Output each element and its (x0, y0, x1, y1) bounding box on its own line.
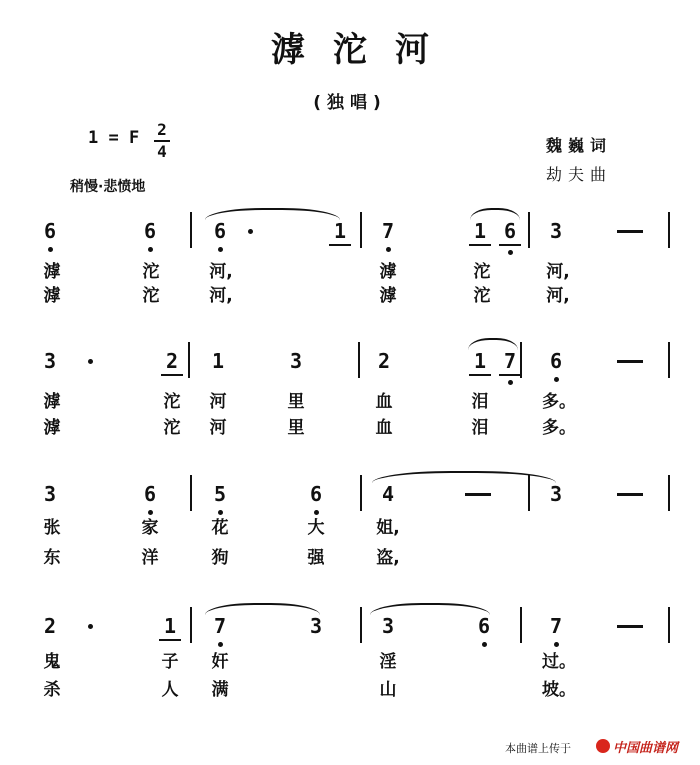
upload-note: 本曲谱上传于 (505, 742, 571, 755)
slur (470, 208, 520, 220)
lyric-verse-2: 河, (209, 286, 233, 306)
lyric-verse-1: 姐, (376, 518, 400, 538)
lyric-verse-1: 子 (161, 652, 179, 672)
lyric-verse-2: 沱 (473, 286, 491, 306)
song-title: 滹沱河 (271, 30, 457, 70)
note: 3 (43, 482, 57, 506)
lyric-verse-1: 泪 (471, 392, 489, 412)
note: 7 (549, 614, 563, 638)
lyric-verse-2: 狗 (211, 548, 229, 568)
note: 2 (377, 349, 391, 373)
lyric-verse-1: 淫 (379, 652, 397, 672)
note: 4 (381, 482, 395, 506)
note: 1 (163, 614, 177, 638)
lyric-verse-1: 奸 (211, 652, 229, 672)
lyric-verse-2: 盗, (376, 548, 400, 568)
lyric-verse-2: 沱 (142, 286, 160, 306)
site-name: 中国曲谱网 (613, 741, 679, 756)
time-signature-top: 2 (157, 120, 167, 139)
lyric-verse-2: 山 (379, 680, 397, 700)
eighth-underline (499, 244, 521, 246)
sustain-dash (617, 625, 643, 628)
lyric-verse-2: 多。 (542, 418, 576, 438)
barline (360, 212, 362, 248)
eighth-underline (161, 374, 183, 376)
lyric-verse-2: 坡。 (542, 680, 576, 700)
sustain-dash (617, 230, 643, 233)
note: 3 (43, 349, 57, 373)
lyric-verse-1: 河, (209, 262, 233, 282)
barline (188, 342, 190, 378)
time-signature-bottom: 4 (157, 142, 167, 161)
note: 6 (213, 219, 227, 243)
low-octave-dot (554, 642, 559, 647)
lyric-verse-1: 大 (307, 518, 325, 538)
barline (520, 607, 522, 643)
barline (668, 475, 670, 511)
lyric-verse-2: 河 (209, 418, 227, 438)
barline (520, 342, 522, 378)
note: 3 (309, 614, 323, 638)
key-signature: 1 = F (88, 128, 140, 148)
lyric-verse-1: 河 (209, 392, 227, 412)
note: 7 (213, 614, 227, 638)
lyric-verse-1: 滹 (43, 392, 61, 412)
barline (668, 342, 670, 378)
barline (668, 607, 670, 643)
low-octave-dot (218, 510, 223, 515)
note: 7 (503, 349, 517, 373)
low-octave-dot (508, 380, 513, 385)
barline (668, 212, 670, 248)
lyric-verse-1: 沱 (473, 262, 491, 282)
sustain-dash (617, 493, 643, 496)
lyric-verse-2: 河, (546, 286, 570, 306)
lyric-verse-2: 满 (211, 680, 229, 700)
lyricist-credit: 魏巍词 (546, 136, 613, 155)
lyric-verse-1: 里 (287, 392, 305, 412)
low-octave-dot (48, 247, 53, 252)
lyric-verse-2: 人 (161, 680, 179, 700)
note: 3 (549, 482, 563, 506)
note: 6 (43, 219, 57, 243)
augmentation-dot (88, 624, 93, 629)
lyric-verse-1: 过。 (542, 652, 576, 672)
note: 2 (43, 614, 57, 638)
site-logo-icon (596, 739, 610, 753)
augmentation-dot (248, 229, 253, 234)
note: 3 (549, 219, 563, 243)
note: 1 (333, 219, 347, 243)
lyric-verse-2: 杀 (43, 680, 61, 700)
barline (190, 212, 192, 248)
slur (205, 603, 320, 615)
performance-note: (独唱) (313, 93, 387, 113)
eighth-underline (329, 244, 351, 246)
low-octave-dot (218, 642, 223, 647)
note: 6 (143, 219, 157, 243)
note: 5 (213, 482, 227, 506)
low-octave-dot (148, 247, 153, 252)
lyric-verse-1: 沱 (142, 262, 160, 282)
lyric-verse-2: 强 (307, 548, 325, 568)
low-octave-dot (148, 510, 153, 515)
lyric-verse-2: 东 (43, 548, 61, 568)
slur (205, 208, 340, 220)
note: 6 (549, 349, 563, 373)
tempo-marking: 稍慢·悲愤地 (70, 179, 146, 195)
barline (360, 475, 362, 511)
low-octave-dot (386, 247, 391, 252)
sustain-dash (617, 360, 643, 363)
note: 6 (143, 482, 157, 506)
sustain-dash (465, 493, 491, 496)
slur (468, 338, 518, 350)
note: 7 (381, 219, 395, 243)
augmentation-dot (88, 359, 93, 364)
note: 6 (503, 219, 517, 243)
barline (360, 607, 362, 643)
lyric-verse-2: 里 (287, 418, 305, 438)
low-octave-dot (482, 642, 487, 647)
lyric-verse-1: 鬼 (43, 652, 61, 672)
lyric-verse-2: 洋 (141, 548, 159, 568)
lyric-verse-2: 泪 (471, 418, 489, 438)
note: 3 (381, 614, 395, 638)
barline (528, 212, 530, 248)
eighth-underline (469, 374, 491, 376)
slur (372, 471, 556, 483)
lyric-verse-2: 沱 (163, 418, 181, 438)
time-signature (154, 122, 170, 160)
barline (190, 607, 192, 643)
eighth-underline (469, 244, 491, 246)
note: 1 (473, 349, 487, 373)
lyric-verse-1: 花 (211, 518, 229, 538)
lyric-verse-1: 滹 (379, 262, 397, 282)
low-octave-dot (218, 247, 223, 252)
lyric-verse-2: 血 (375, 418, 393, 438)
note: 2 (165, 349, 179, 373)
barline (358, 342, 360, 378)
lyric-verse-1: 多。 (542, 392, 576, 412)
note: 3 (289, 349, 303, 373)
lyric-verse-1: 河, (546, 262, 570, 282)
note: 6 (309, 482, 323, 506)
slur (370, 603, 490, 615)
lyric-verse-1: 血 (375, 392, 393, 412)
low-octave-dot (314, 510, 319, 515)
note: 6 (477, 614, 491, 638)
lyric-verse-2: 滹 (43, 286, 61, 306)
note: 1 (211, 349, 225, 373)
note: 1 (473, 219, 487, 243)
composer-credit: 劫夫曲 (546, 165, 613, 184)
eighth-underline (159, 639, 181, 641)
barline (190, 475, 192, 511)
lyric-verse-2: 滹 (379, 286, 397, 306)
low-octave-dot (508, 250, 513, 255)
lyric-verse-2: 滹 (43, 418, 61, 438)
lyric-verse-1: 沱 (163, 392, 181, 412)
lyric-verse-1: 家 (141, 518, 159, 538)
low-octave-dot (554, 377, 559, 382)
lyric-verse-1: 滹 (43, 262, 61, 282)
eighth-underline (499, 374, 521, 376)
lyric-verse-1: 张 (43, 518, 61, 538)
